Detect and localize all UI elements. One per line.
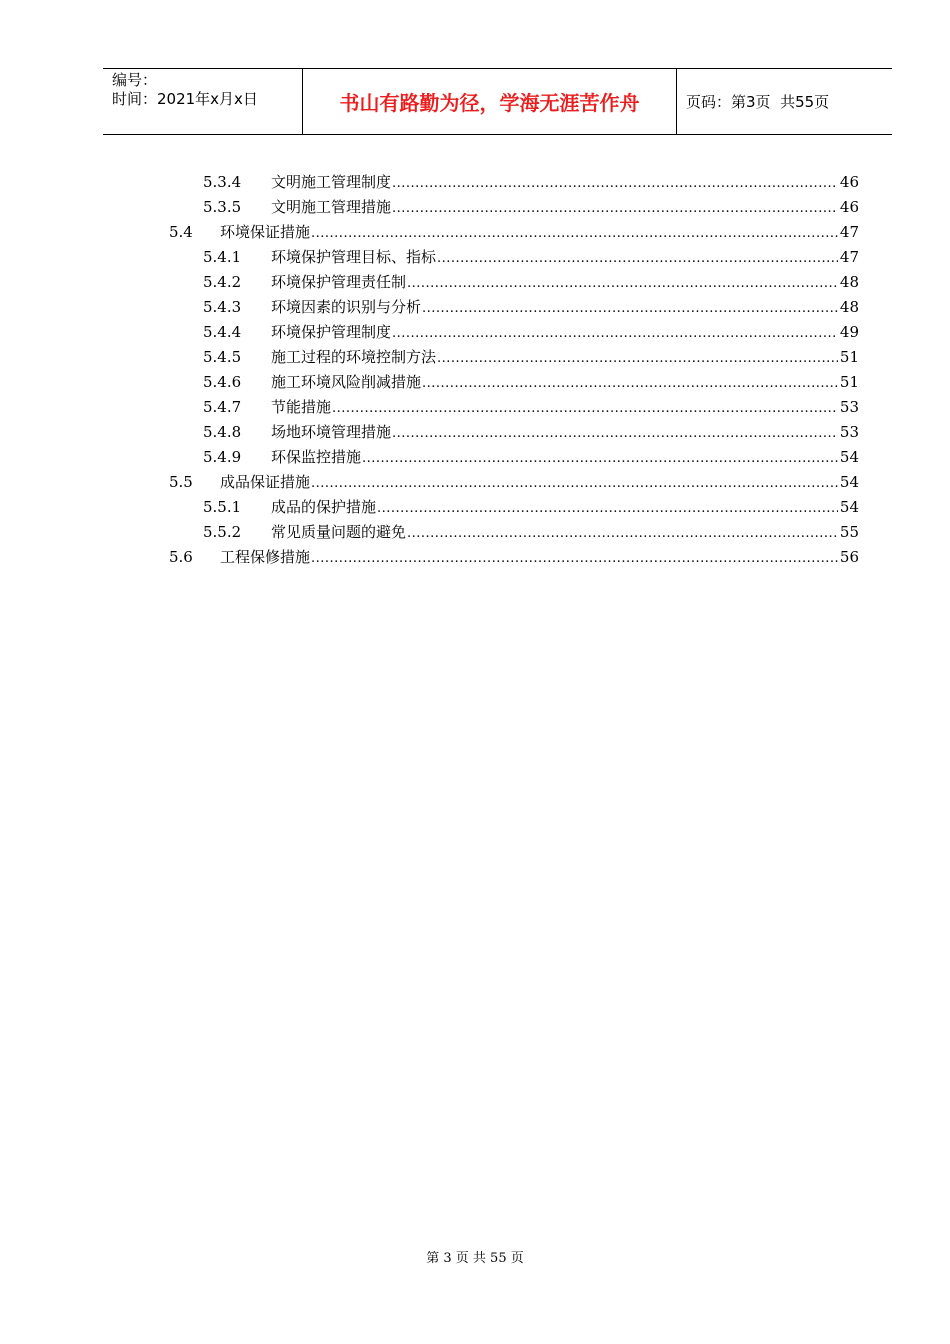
toc-entry[interactable]	[0, 419, 950, 444]
toc-entry[interactable]	[0, 194, 950, 219]
toc-entry-title: 场地环境管理措施	[271, 423, 392, 441]
toc-leader-dots	[377, 501, 838, 516]
header-meta	[103, 69, 303, 134]
toc-leader-dots	[392, 426, 838, 441]
toc-entry-number: 5.5	[169, 472, 193, 491]
toc-entry-page: 53	[839, 423, 859, 441]
toc-entry-number: 5.4.1	[203, 247, 242, 266]
toc-entry-number: 5.4	[169, 222, 193, 241]
toc-entry-number: 5.5.1	[203, 497, 242, 516]
toc-leader-dots	[422, 301, 838, 316]
page-header	[103, 68, 892, 135]
toc-entry[interactable]	[0, 394, 950, 419]
toc-entry-page: 54	[839, 473, 859, 491]
toc-entry-title: 节能措施	[271, 398, 332, 416]
toc-entry-page: 54	[839, 448, 859, 466]
toc-leader-dots	[407, 276, 838, 291]
toc-leader-dots	[392, 326, 838, 341]
toc-entry-page: 48	[839, 298, 859, 316]
toc-entry[interactable]	[0, 344, 950, 369]
toc-leader-dots	[362, 451, 838, 466]
toc-entry-title: 环境保护管理制度	[271, 323, 392, 341]
toc-entry[interactable]	[0, 494, 950, 519]
toc-entry[interactable]	[0, 519, 950, 544]
toc-entry-title: 文明施工管理措施	[271, 198, 392, 216]
table-of-contents	[0, 169, 950, 569]
toc-leader-dots	[407, 526, 838, 541]
toc-entry-number: 5.4.3	[203, 297, 242, 316]
toc-entry-number: 5.5.2	[203, 522, 242, 541]
toc-leader-dots	[392, 176, 838, 191]
toc-entry-page: 56	[839, 548, 859, 566]
doc-time-label: 时间：2021年x月x日	[112, 90, 258, 108]
toc-entry-page: 48	[839, 273, 859, 291]
toc-entry-title: 施工环境风险削减措施	[271, 373, 422, 391]
toc-entry-title: 常见质量问题的避免	[271, 523, 407, 541]
toc-entry-title: 环境保护管理责任制	[271, 273, 407, 291]
header-page-info: 页码：第3页 共55页	[686, 93, 830, 111]
toc-entry-page: 55	[839, 523, 859, 541]
page-footer	[0, 1247, 950, 1266]
toc-entry-title: 工程保修措施	[220, 548, 311, 566]
toc-entry-title: 环保监控措施	[271, 448, 362, 466]
toc-entry-page: 46	[839, 173, 859, 191]
toc-entry[interactable]	[0, 219, 950, 244]
header-motto: 书山有路勤为径，学海无涯苦作舟	[303, 69, 677, 134]
toc-entry[interactable]	[0, 444, 950, 469]
toc-entry-title: 成品保证措施	[220, 473, 311, 491]
toc-entry[interactable]	[0, 169, 950, 194]
toc-entry[interactable]	[0, 319, 950, 344]
toc-entry-page: 51	[839, 373, 859, 391]
toc-entry-number: 5.4.9	[203, 447, 242, 466]
toc-entry-title: 成品的保护措施	[271, 498, 377, 516]
toc-entry-number: 5.4.8	[203, 422, 242, 441]
toc-leader-dots	[392, 201, 838, 216]
doc-number-label: 编号：	[112, 71, 158, 89]
toc-leader-dots	[437, 351, 838, 366]
toc-entry-number: 5.4.5	[203, 347, 242, 366]
toc-leader-dots	[311, 551, 838, 566]
toc-leader-dots	[437, 251, 838, 266]
toc-entry-number: 5.4.4	[203, 322, 242, 341]
toc-entry-page: 53	[839, 398, 859, 416]
toc-entry-number: 5.4.6	[203, 372, 242, 391]
toc-leader-dots	[422, 376, 838, 391]
toc-entry[interactable]	[0, 469, 950, 494]
toc-entry-title: 环境保证措施	[220, 223, 311, 241]
toc-entry-page: 51	[839, 348, 859, 366]
toc-entry-number: 5.3.5	[203, 197, 242, 216]
toc-entry-page: 49	[839, 323, 859, 341]
toc-entry-title: 环境保护管理目标、指标	[271, 248, 437, 266]
toc-entry[interactable]	[0, 269, 950, 294]
toc-leader-dots	[311, 226, 838, 241]
footer-page-number: 第 3 页 共 55 页	[426, 1251, 524, 1266]
toc-entry-page: 54	[839, 498, 859, 516]
toc-entry-page: 47	[839, 248, 859, 266]
toc-entry[interactable]	[0, 294, 950, 319]
toc-entry-number: 5.4.2	[203, 272, 242, 291]
toc-entry[interactable]	[0, 544, 950, 569]
toc-leader-dots	[332, 401, 838, 416]
toc-leader-dots	[311, 476, 838, 491]
toc-entry-page: 47	[839, 223, 859, 241]
toc-entry[interactable]	[0, 244, 950, 269]
toc-entry-number: 5.6	[169, 547, 193, 566]
toc-entry-title: 施工过程的环境控制方法	[271, 348, 437, 366]
toc-entry-title: 环境因素的识别与分析	[271, 298, 422, 316]
toc-entry-number: 5.4.7	[203, 397, 242, 416]
toc-entry-page: 46	[839, 198, 859, 216]
toc-entry-number: 5.3.4	[203, 172, 242, 191]
toc-entry-title: 文明施工管理制度	[271, 173, 392, 191]
toc-entry[interactable]	[0, 369, 950, 394]
